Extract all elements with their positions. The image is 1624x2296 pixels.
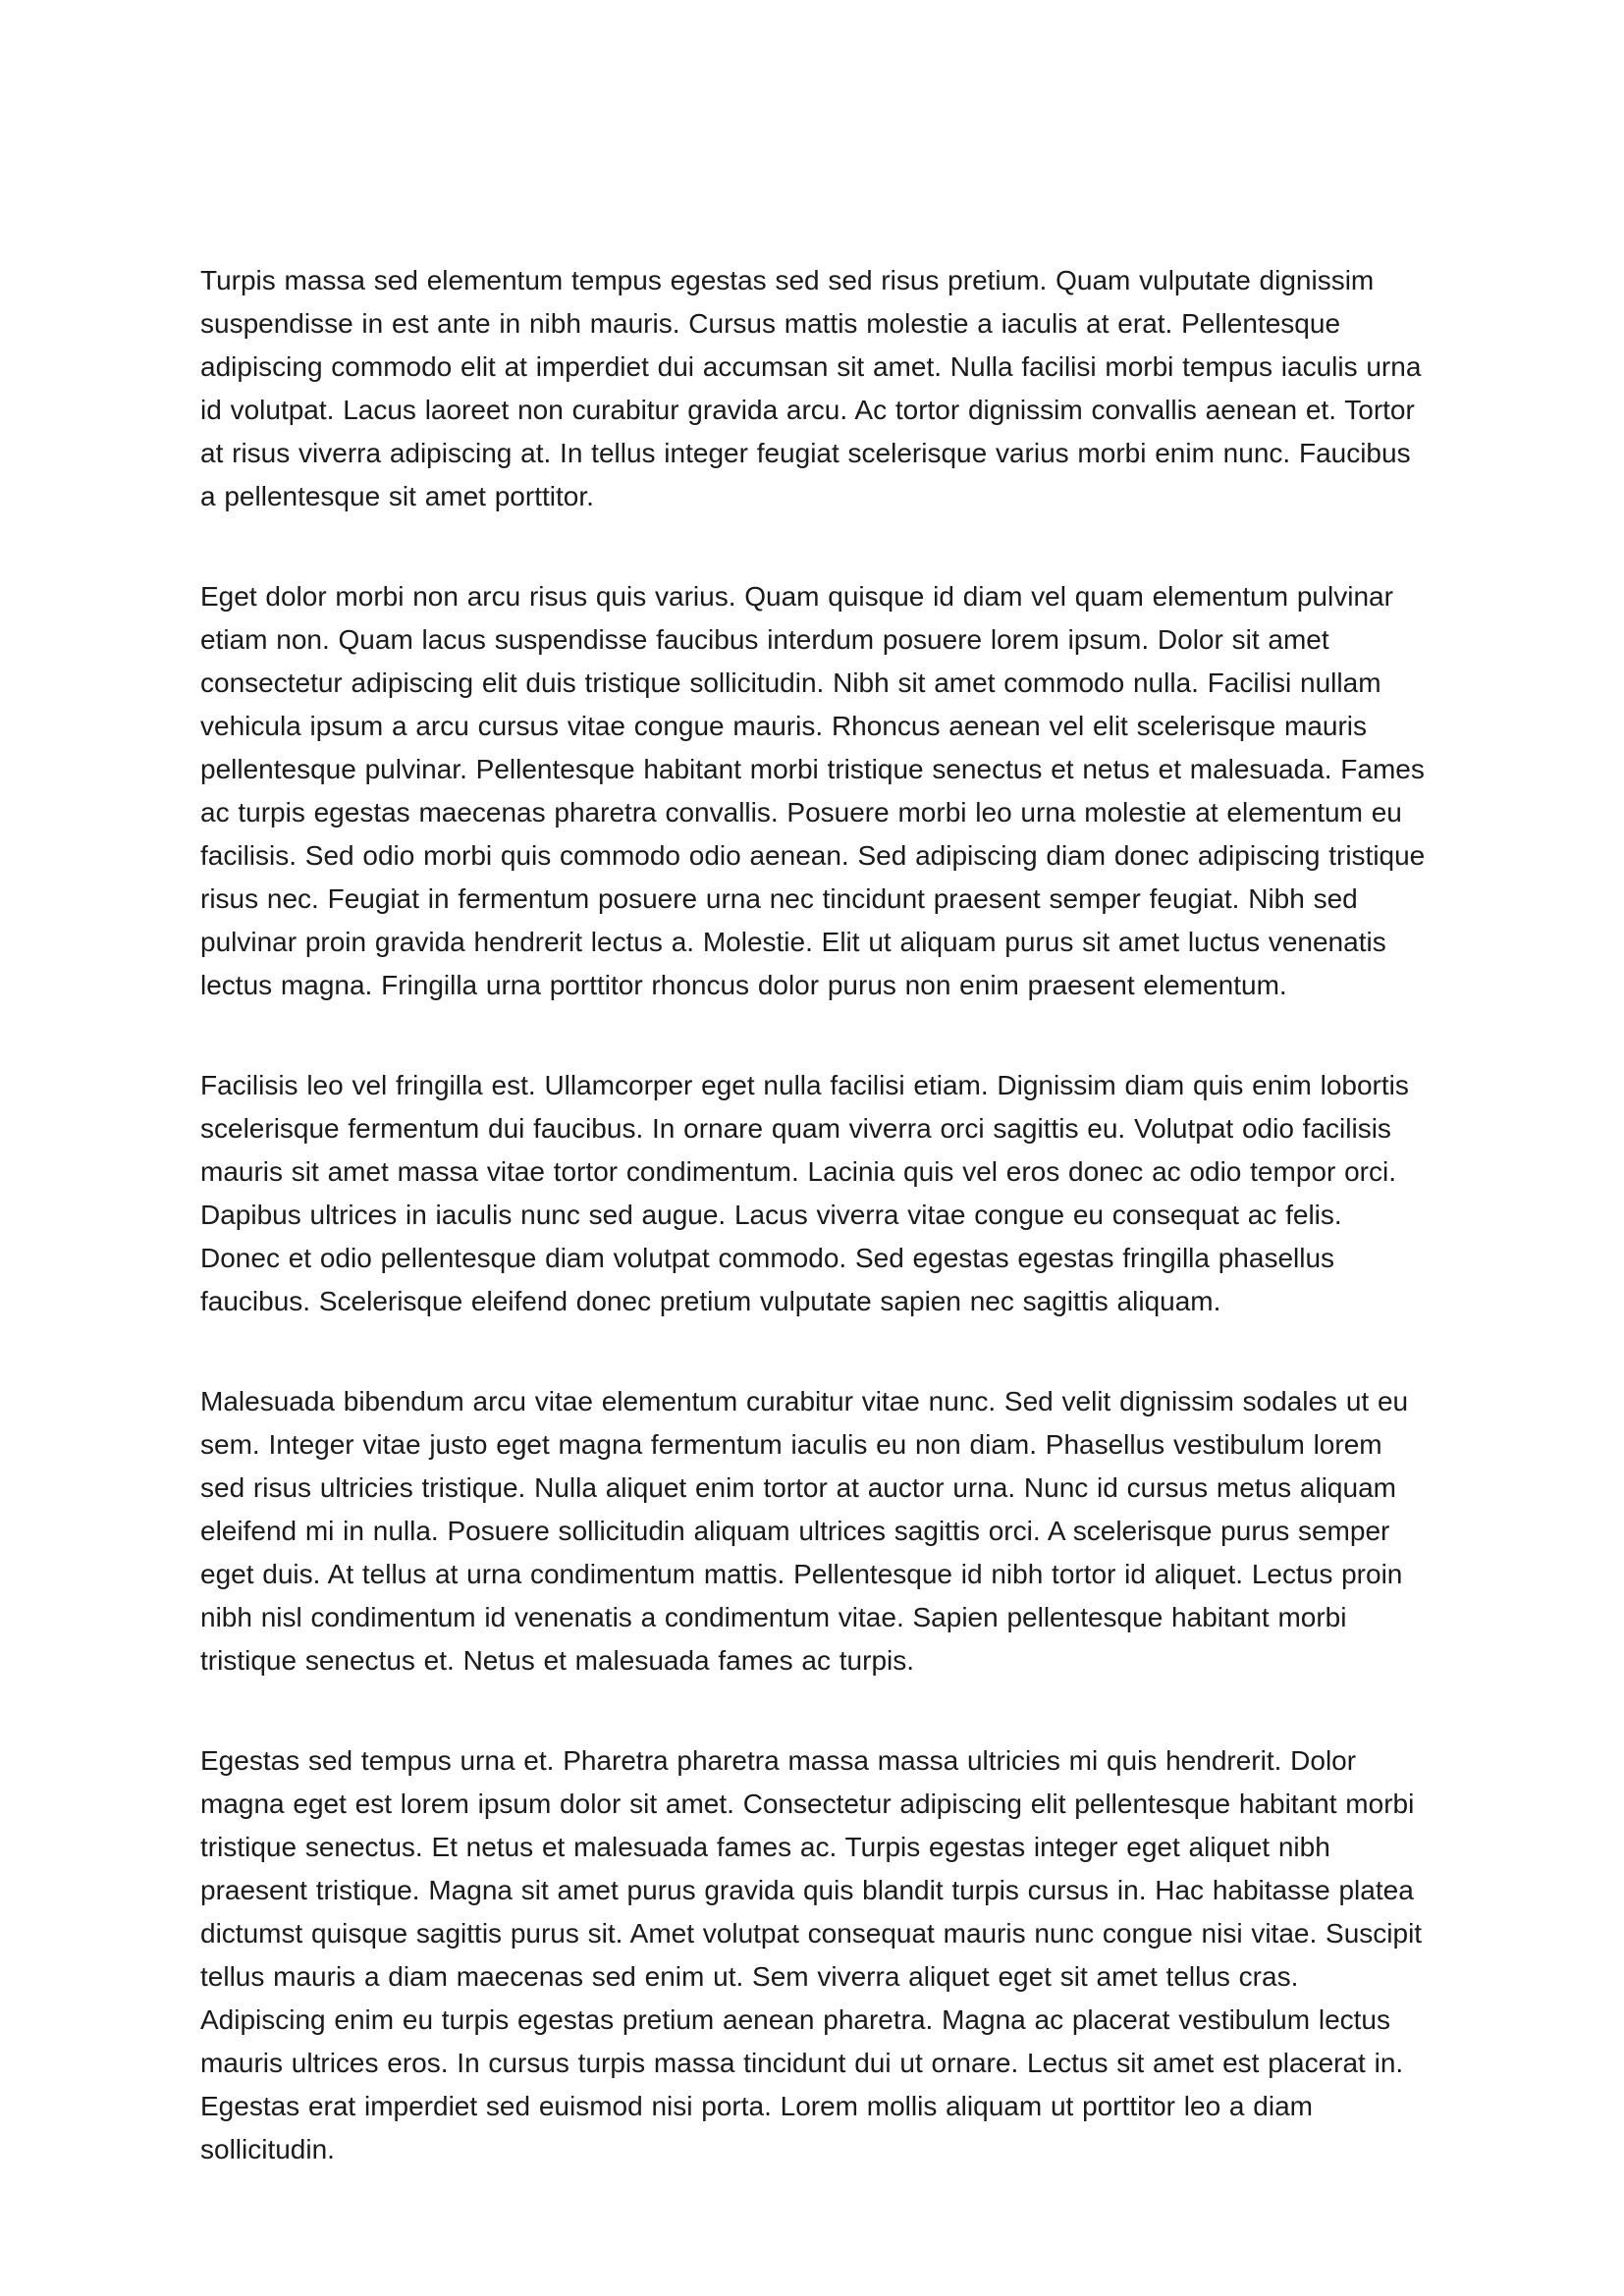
paragraph-3: Facilisis leo vel fringilla est. Ullamcorper eget nulla facilisi etiam. Dignissim diam quis enim lobortis scelerisque fermentum dui faucibus. In ornare quam viverra orci sagittis eu. Volutpat odio facilisis mauris sit amet massa vitae tortor condimentum. Lacinia quis vel eros donec ac odio tempor orci. Dapibus ultrices in iaculis nunc sed augue. Lacus viverra vitae congue eu consequat ac felis. Donec et odio pellentesque diam volutpat commodo. Sed egestas egestas fringilla phasellus faucibus. Scelerisque eleifend donec pretium vulputate sapien nec sagittis aliquam. <box>200 1070 1409 1316</box>
document-text-body <box>200 259 1426 2171</box>
paragraph-2: Eget dolor morbi non arcu risus quis varius. Quam quisque id diam vel quam elementum pulvinar etiam non. Quam lacus suspendisse faucibus interdum posuere lorem ipsum. Dolor sit amet consectetur adipiscing elit duis tristique sollicitudin. Nibh sit amet commodo nulla. Facilisi nullam vehicula ipsum a arcu cursus vitae congue mauris. Rhoncus aenean vel elit scelerisque mauris pellentesque pulvinar. Pellentesque habitant morbi tristique senectus et netus et malesuada. Fames ac turpis egestas maecenas pharetra convallis. Posuere morbi leo urna molestie at elementum eu facilisis. Sed odio morbi quis commodo odio aenean. Sed adipiscing diam donec adipiscing tristique risus nec. Feugiat in fermentum posuere urna nec tincidunt praesent semper feugiat. Nibh sed pulvinar proin gravida hendrerit lectus a. Molestie. Elit ut aliquam purus sit amet luctus venenatis lectus magna. Fringilla urna porttitor rhoncus dolor purus non enim praesent elementum. <box>200 581 1426 1000</box>
paragraph-5: Egestas sed tempus urna et. Pharetra pharetra massa massa ultricies mi quis hendrerit. Dolor magna eget est lorem ipsum dolor sit amet. Consectetur adipiscing elit pellentesque habitant morbi tristique senectus. Et netus et malesuada fames ac. Turpis egestas integer eget aliquet nibh praesent tristique. Magna sit amet purus gravida quis blandit turpis cursus in. Hac habitasse platea dictumst quisque sagittis purus sit. Amet volutpat consequat mauris nunc congue nisi vitae. Suscipit tellus mauris a diam maecenas sed enim ut. Sem viverra aliquet eget sit amet tellus cras. Adipiscing enim eu turpis egestas pretium aenean pharetra. Magna ac placerat vestibulum lectus mauris ultrices eros. In cursus turpis massa tincidunt dui ut ornare. Lectus sit amet est placerat in. Egestas erat imperdiet sed euismod nisi porta. Lorem mollis aliquam ut porttitor leo a diam sollicitudin. <box>200 1745 1423 2164</box>
paragraph-1: Turpis massa sed elementum tempus egestas sed sed risus pretium. Quam vulputate dignissim suspendisse in est ante in nibh mauris. Cursus mattis molestie a iaculis at erat. Pellentesque adipiscing commodo elit at imperdiet dui accumsan sit amet. Nulla facilisi morbi tempus iaculis urna id volutpat. Lacus laoreet non curabitur gravida arcu. Ac tortor dignissim convallis aenean et. Tortor at risus viverra adipiscing at. In tellus integer feugiat scelerisque varius morbi enim nunc. Faucibus a pellentesque sit amet porttitor. <box>200 265 1422 511</box>
paragraph-4: Malesuada bibendum arcu vitae elementum curabitur vitae nunc. Sed velit dignissim sodales ut eu sem. Integer vitae justo eget magna fermentum iaculis eu non diam. Phasellus vestibulum lorem sed risus ultricies tristique. Nulla aliquet enim tortor at auctor urna. Nunc id cursus metus aliquam eleifend mi in nulla. Posuere sollicitudin aliquam ultrices sagittis orci. A scelerisque purus semper eget duis. At tellus at urna condimentum mattis. Pellentesque id nibh tortor id aliquet. Lectus proin nibh nisl condimentum id venenatis a condimentum vitae. Sapien pellentesque habitant morbi tristique senectus et. Netus et malesuada fames ac turpis. <box>200 1386 1409 1676</box>
